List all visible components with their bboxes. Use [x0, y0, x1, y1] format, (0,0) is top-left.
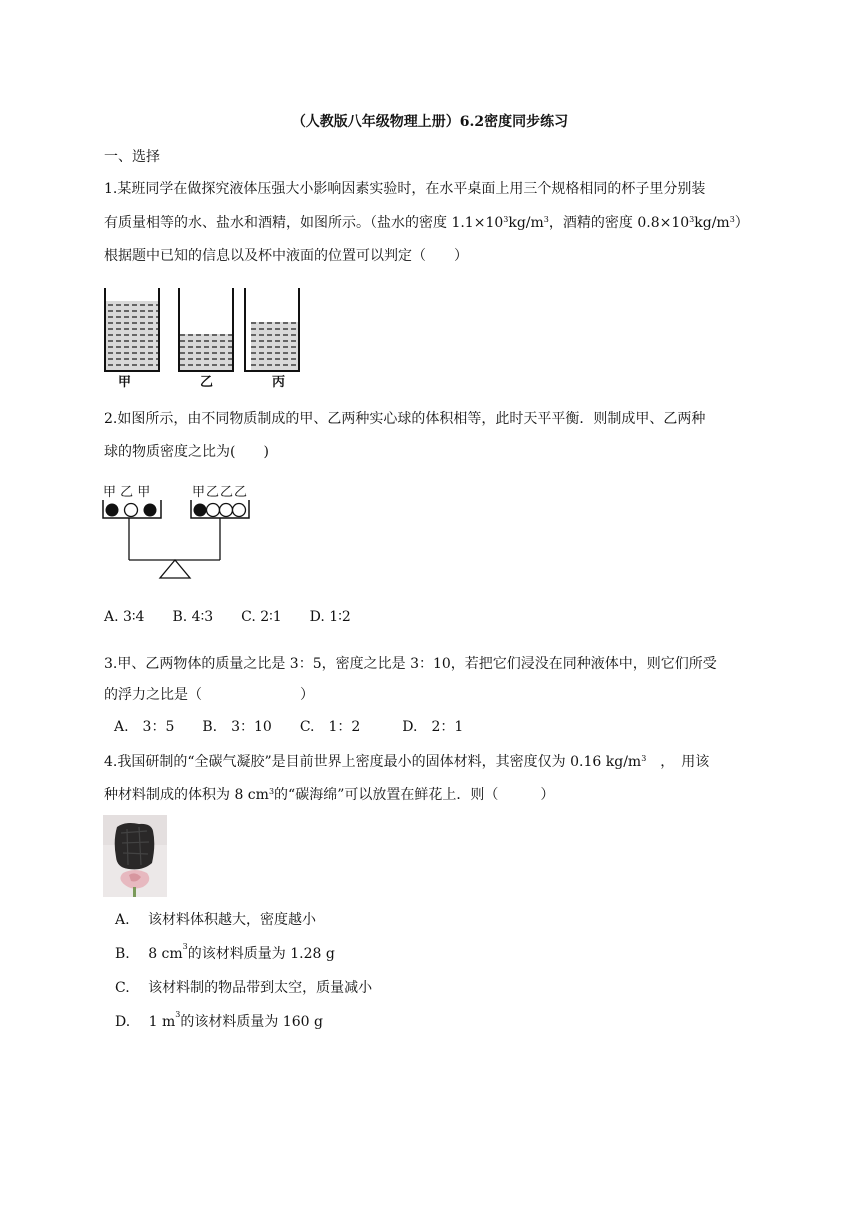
- q2-line2: 球的物质密度之比为( ): [104, 444, 269, 460]
- balance-left-labels: 甲 乙 甲: [103, 485, 151, 500]
- q1-line2: 有质量相等的水、盐水和酒精，如图所示。（盐水的密度 $1.1\times 10^3kg/m^3$，酒精的密度 $0.8\times 10^3kg/m^3$）: [104, 215, 749, 231]
- q2-options: A. 3∶4 B. 4∶3 C. 2∶1 D. 1∶2: [104, 609, 351, 625]
- carbon-sponge-photo: [103, 815, 167, 897]
- q4-option-b: B. 8 $cm^3$的该材料质量为 1.28 g: [115, 942, 335, 962]
- cup-label-jia: 甲: [118, 375, 132, 390]
- q4-line2: 种材料制成的体积为 8 $cm^3$的“碳海绵”可以放置在鲜花上．则（ ）: [104, 787, 555, 803]
- q3-line1: 3.甲、乙两物体的质量之比是 3：5，密度之比是 3：10，若把它们浸没在同种液体中，则它们所受: [104, 656, 717, 672]
- cup-yi: [179, 288, 233, 371]
- q4-option-a: A. 该材料体积越大，密度越小: [115, 912, 317, 928]
- q4-option-c: C. 该材料制的物品带到太空，质量减小: [115, 980, 373, 996]
- balance-right-labels: 甲乙乙乙: [192, 485, 249, 500]
- q4-line1: 4.我国研制的“全碳气凝胶”是目前世界上密度最小的固体材料，其密度仅为 0.16 $kg/m^3$ ， 用该: [104, 754, 710, 770]
- q1-line1: 1.某班同学在做探究液体压强大小影响因素实验时，在水平桌面上用三个规格相同的杯子里分别装: [104, 181, 706, 197]
- cup-jia: [105, 288, 159, 371]
- section-heading: 一、选择: [104, 149, 160, 165]
- cup-label-bing: 丙: [272, 375, 286, 390]
- q3-options: A. 3：5 B. 3：10 C. 1：2 D. 2：1: [114, 719, 464, 735]
- q1-line3: 根据题中已知的信息以及杯中液面的位置可以判定（ ）: [104, 248, 468, 264]
- balance-figure: [100, 496, 260, 582]
- cup-bing: [245, 288, 300, 371]
- q2-line1: 2.如图所示，由不同物质制成的甲、乙两种实心球的体积相等，此时天平平衡．则制成甲、乙两种: [104, 411, 706, 427]
- q3-line2: 的浮力之比是（ ）: [104, 687, 314, 703]
- page-title: （人教版八年级物理上册）6.2密度同步练习: [291, 114, 569, 130]
- q4-option-d: D. 1 $m^3$的该材料质量为 160 g: [115, 1010, 323, 1030]
- cup-label-yi: 乙: [200, 375, 214, 390]
